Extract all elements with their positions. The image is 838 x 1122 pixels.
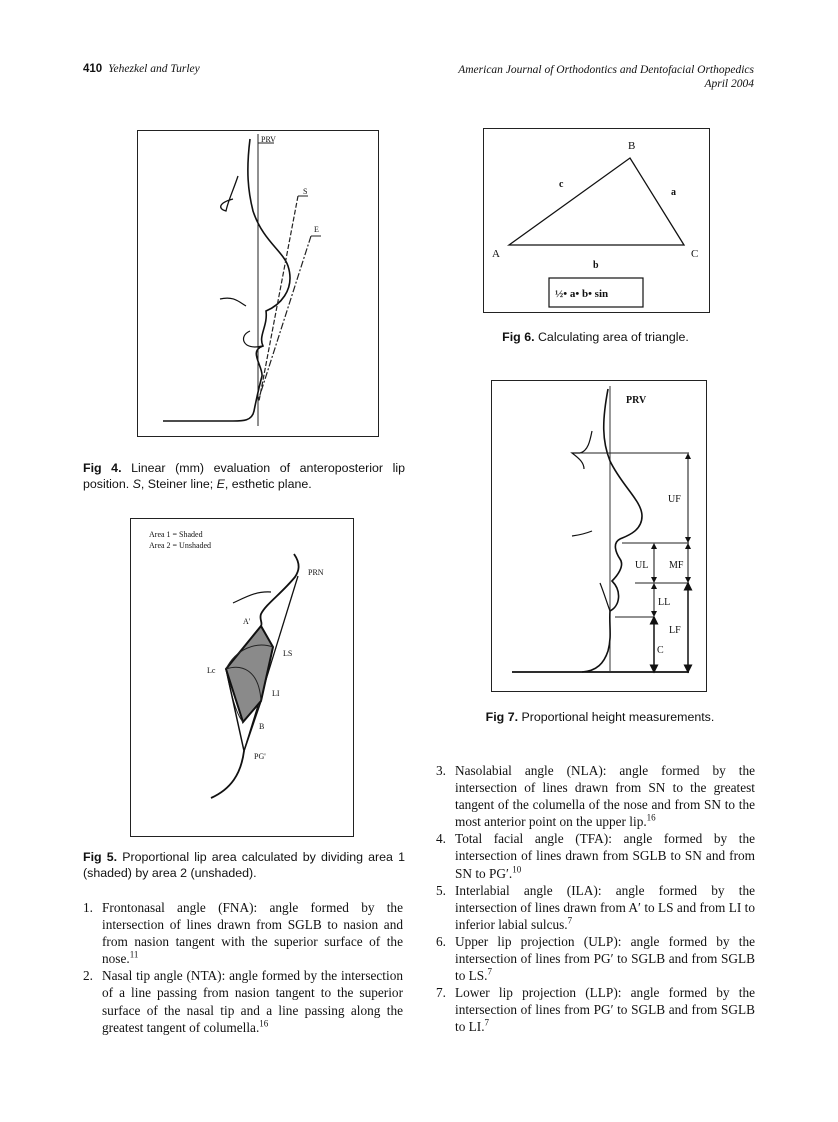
item-number: 1. — [83, 900, 93, 915]
label-uf: UF — [668, 494, 681, 505]
label-e: E — [314, 225, 319, 234]
item-number: 5. — [436, 882, 446, 898]
label-ll: LL — [658, 597, 671, 608]
item-number: 7. — [436, 985, 446, 1001]
figure-4 — [137, 130, 379, 437]
item-number: 2. — [83, 968, 93, 984]
reference: 16 — [259, 1018, 269, 1029]
fig6-triangle-drawing — [484, 129, 709, 312]
list-item — [436, 830, 755, 881]
caption-label: Fig 5. — [83, 850, 118, 864]
item-text: Nasolabial angle (NLA): angle formed by the intersection of lines drawn from SN to the greatest tangent of the columella of the nose and from SN to the most anterior point on the upper lip. — [455, 763, 755, 830]
label-side-c: c — [559, 179, 564, 190]
label-prn: PRN — [308, 568, 324, 577]
reference: 7 — [487, 966, 493, 977]
legend-area-2: Area 2 = Unshaded — [149, 541, 212, 550]
list-item — [436, 933, 755, 984]
label-a-prime: A' — [243, 617, 251, 626]
item-text: Total facial angle (TFA): angle formed by the intersection of lines drawn from SGLB to SN and from SN to PG′. — [455, 831, 755, 881]
label-c: C — [657, 645, 664, 656]
label-b: B — [259, 722, 265, 731]
item-text: Upper lip projection (ULP): angle formed by the intersection of lines from PG′ to SGLB and from SGLB to LS. — [455, 933, 755, 984]
label-lf: LF — [669, 625, 681, 636]
caption-text: Calculating area of triangle. — [534, 330, 689, 344]
caption-term: E — [216, 477, 225, 491]
label-ul: UL — [635, 560, 649, 571]
legend-area-1: Area 1 = Shaded — [149, 530, 203, 539]
fig7-caption — [470, 709, 730, 725]
figure-7 — [491, 380, 707, 692]
running-header-left — [83, 63, 200, 75]
label-side-a: a — [671, 187, 676, 198]
figure-5 — [130, 518, 354, 837]
area-formula: ½• a• b• sin — [555, 288, 609, 300]
caption-text: Proportional height measurements. — [518, 710, 715, 724]
figure-6 — [483, 128, 710, 313]
label-side-b: b — [593, 260, 599, 271]
running-header-right — [458, 63, 754, 91]
caption-label: Fig 6. — [502, 330, 535, 344]
item-text: Nasal tip angle (NTA): angle formed by the intersection of a line passing from nasion tangent to the superior surface of the nasal tip and a line passing along the greatest tangent of columella. — [102, 968, 403, 1035]
list-item — [436, 984, 755, 1035]
item-number: 4. — [436, 831, 446, 847]
caption-label: Fig 7. — [485, 710, 519, 724]
caption-label: Fig 4. — [83, 461, 122, 475]
fig4-caption — [83, 460, 405, 492]
label-lc: Lc — [207, 666, 216, 675]
reference: 7 — [567, 915, 573, 926]
right-column-list — [436, 762, 755, 1036]
label-prv: PRV — [261, 135, 276, 144]
label-vertex-c: C — [691, 248, 699, 260]
fig6-caption — [483, 329, 708, 345]
fig5-caption — [83, 849, 405, 881]
item-text: Lower lip projection (LLP): angle formed by the intersection of lines from PG′ to SGLB and from SGLB to LI. — [455, 985, 755, 1035]
label-prv: PRV — [626, 395, 647, 406]
caption-text: Linear (mm) evaluation of anteroposterior lip position. — [83, 461, 405, 491]
label-vertex-a: A — [492, 248, 500, 260]
journal-name: American Journal of Orthodontics and Dentofacial Orthopedics — [458, 64, 754, 76]
item-number: 3. — [436, 763, 446, 778]
item-text: Interlabial angle (ILA): angle formed by the intersection of lines drawn from A′ to LS and from LI to inferior labial sulcus. — [455, 882, 755, 932]
label-vertex-b: B — [628, 140, 636, 152]
label-s: S — [303, 187, 308, 196]
caption-text: , esthetic plane. — [224, 477, 312, 491]
caption-text: , Steiner line; — [140, 477, 217, 491]
caption-text: Proportional lip area calculated by dividing area 1 (shaded) by area 2 (unshaded). — [83, 850, 406, 880]
left-column-list — [83, 899, 403, 1036]
list-item — [83, 899, 403, 967]
fig5-lip-area-drawing — [131, 519, 353, 836]
label-li: LI — [272, 689, 280, 698]
item-text: Frontonasal angle (FNA): angle formed by the intersection of lines drawn from SGLB to nasion and from nasion tangent with the superior surface of the nose. — [102, 900, 403, 967]
list-item — [83, 967, 403, 1035]
authors: Yehezkel and Turley — [108, 63, 200, 75]
reference: 7 — [484, 1017, 490, 1028]
page-number: 410 — [83, 63, 103, 75]
reference: 11 — [129, 949, 139, 960]
label-ls: LS — [283, 649, 293, 658]
issue-date: April 2004 — [704, 78, 754, 90]
list-item — [436, 762, 755, 830]
fig4-profile-drawing — [138, 131, 378, 436]
reference: 10 — [512, 864, 522, 875]
label-mf: MF — [669, 560, 684, 571]
caption-term: S — [132, 477, 141, 491]
reference: 16 — [646, 812, 656, 823]
label-pg-prime: PG' — [254, 752, 266, 761]
fig7-height-drawing — [492, 381, 706, 691]
list-item — [436, 882, 755, 933]
item-number: 6. — [436, 933, 446, 949]
